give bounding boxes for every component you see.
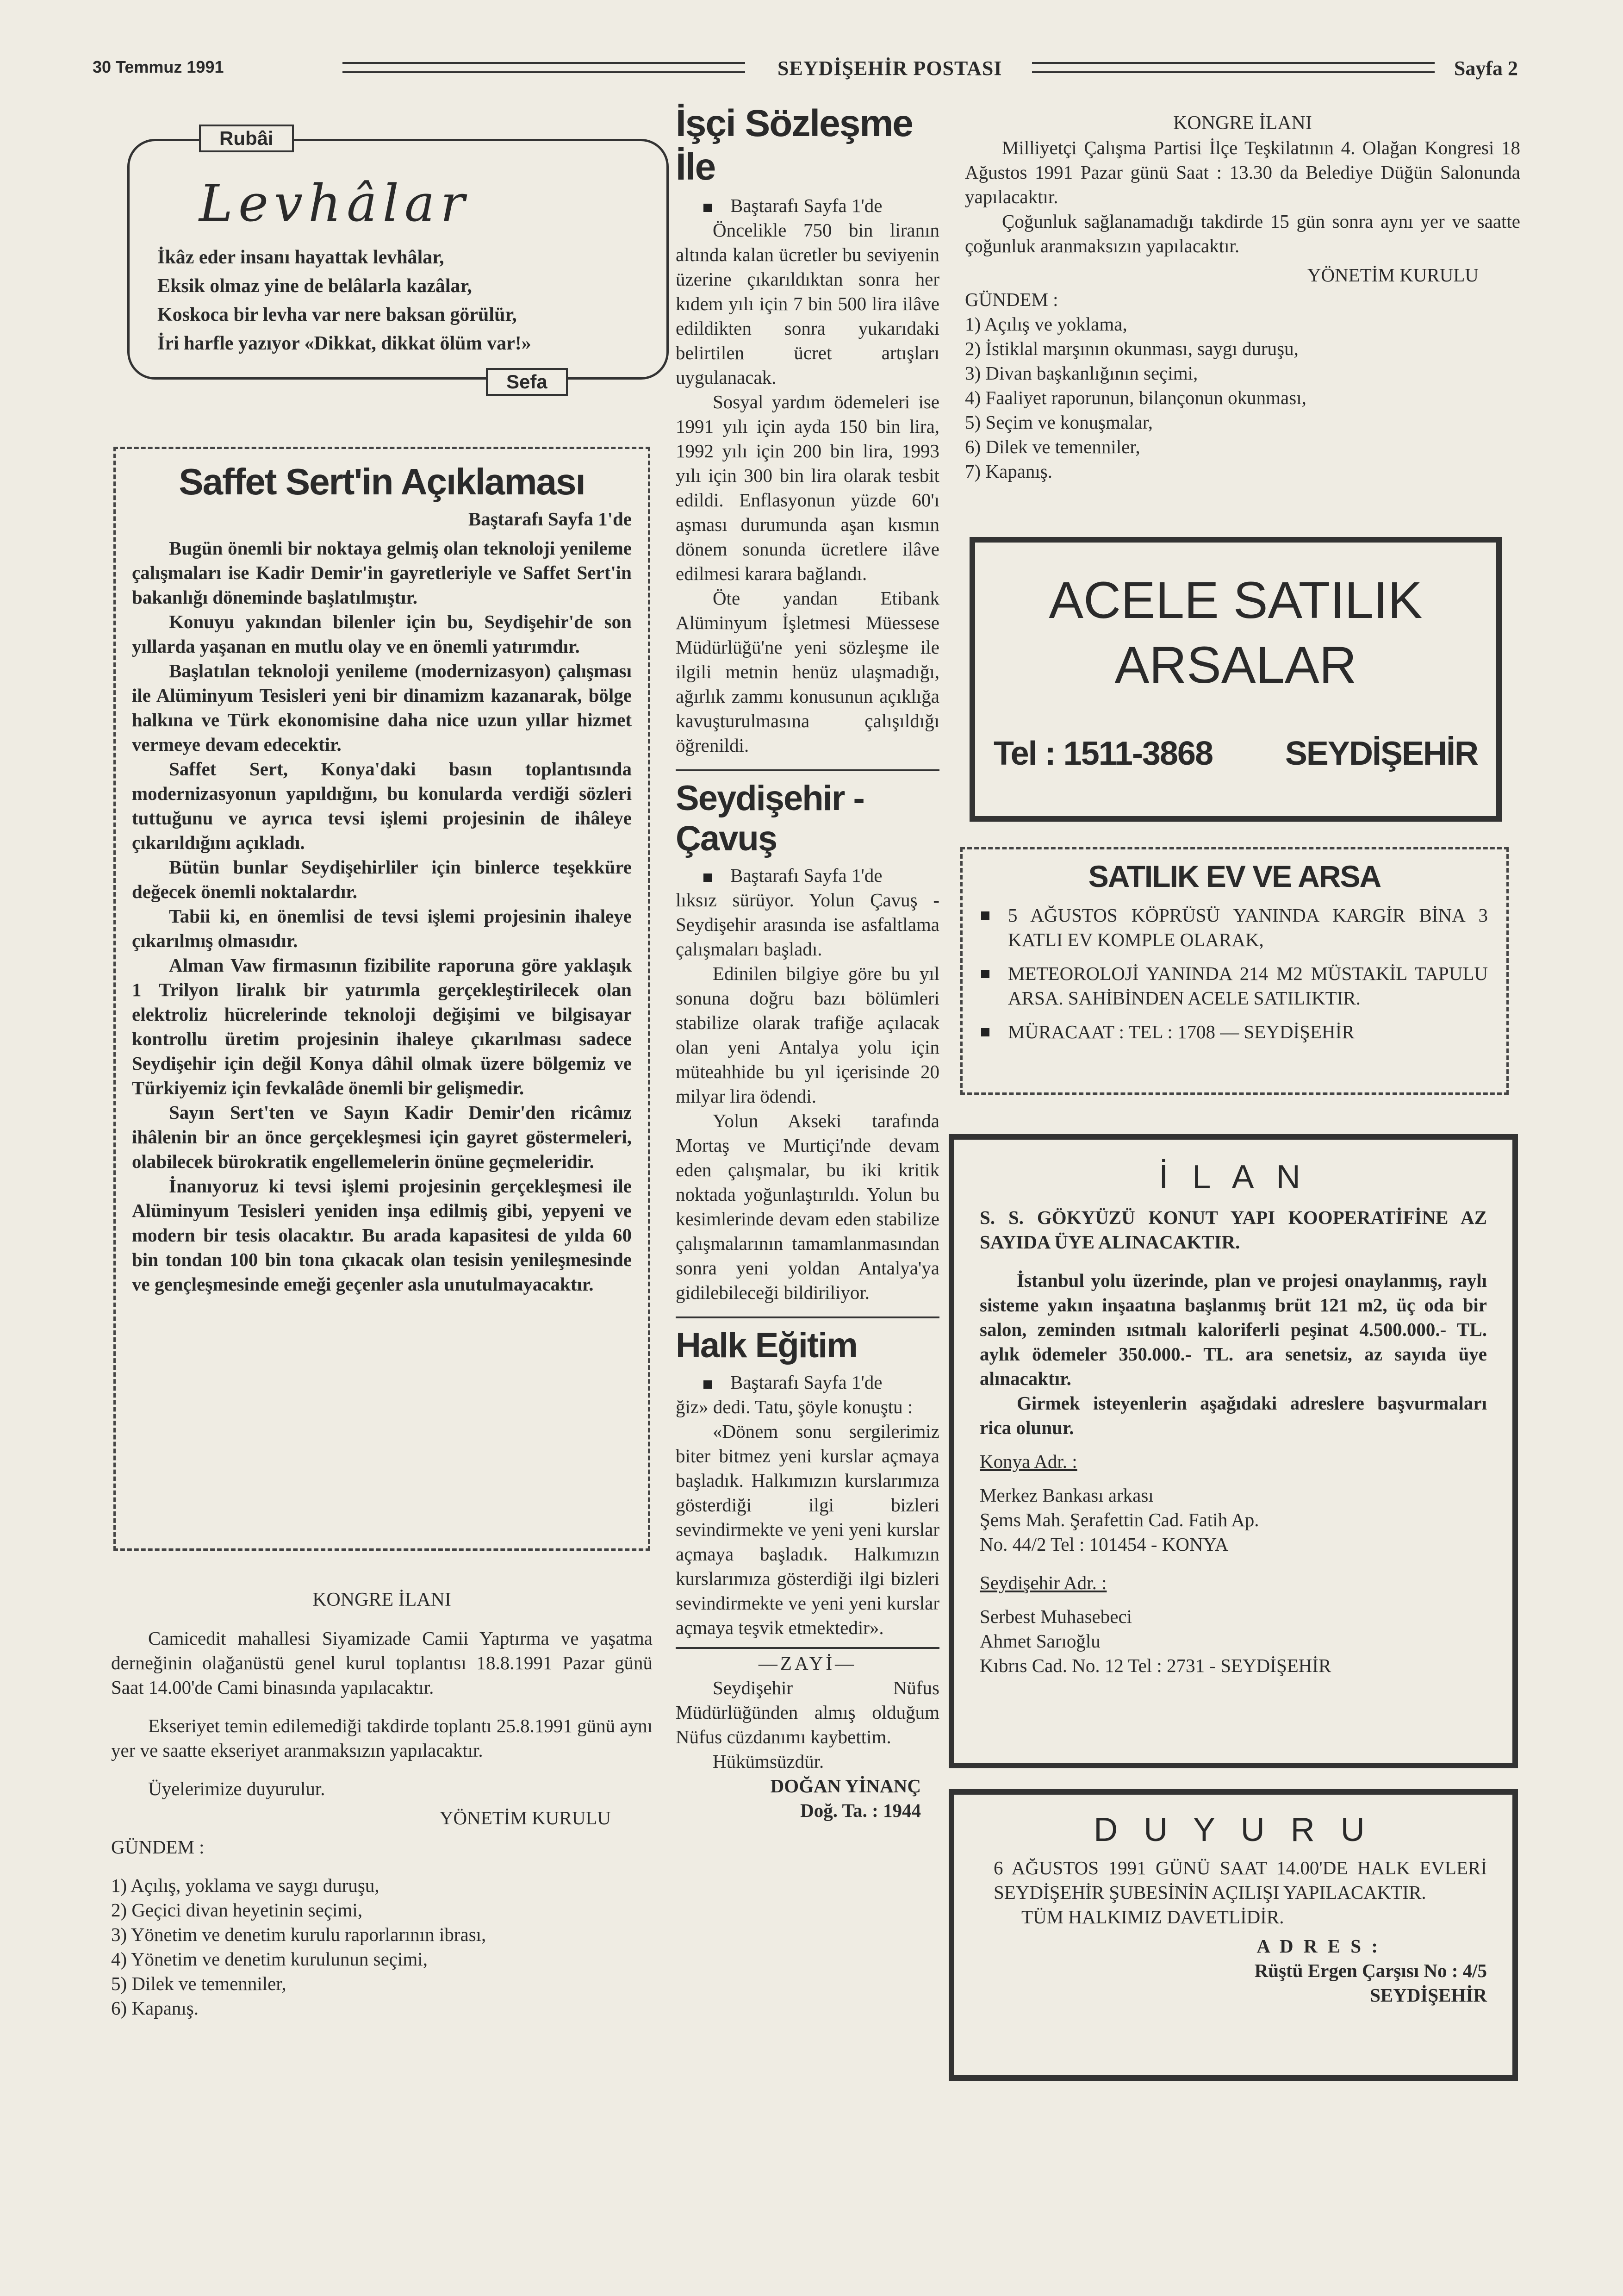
gundem-label: GÜNDEM : — [965, 289, 1058, 310]
rubai-tab: Rubâi — [199, 125, 294, 152]
konya-address-line: Şems Mah. Şerafettin Cad. Fatih Ap. — [980, 1509, 1259, 1530]
headline: Saffet Sert'in Açıklaması — [179, 461, 585, 502]
article-paragraph: ğiz» dedi. Tatu, şöyle konuştu : — [676, 1396, 913, 1417]
zayi-heading: —ZAYİ— — [758, 1653, 857, 1674]
zayi-name: DOĞAN YİNANÇ — [770, 1775, 921, 1797]
continued-text: Baştarafı Sayfa 1'de — [730, 195, 883, 216]
agenda-item: 6) Dilek ve temenniler, — [965, 436, 1140, 457]
article-paragraph: Sayın Sert'ten ve Sayın Kadir Demir'den ricâmız ihâlenin bir an önce gerçekleşmesi için gayret göstermeleri, olabilecek bürokratik engellemelerin önüne geçmeleridir. — [132, 1102, 632, 1172]
continued-text: Baştarafı Sayfa 1'de — [730, 1372, 883, 1393]
seydisehir-address-line: Kıbrıs Cad. No. 12 Tel : 2731 - SEYDİŞEHİR — [980, 1655, 1331, 1676]
divider — [676, 1647, 939, 1649]
agenda-item: 3) Yönetim ve denetim kurulu raporlarının ibrası, — [111, 1924, 486, 1945]
ad-intro: S. S. GÖKYÜZÜ KONUT YAPI KOOPERATİFİNE AZ SAYIDA ÜYE ALINACAKTIR. — [980, 1207, 1487, 1253]
article-paragraph: «Dönem sonu sergilerimiz biter bitmez yeni kurslar açmaya başladık. Halkımızın kurslarımıza gösterdiği ilgi bizleri sevindirmekte ve yeni yeni kurslar açmaya başladık. Halkımızın kurslarımıza gösterdiği ilgi bizleri sevindirmekte ve yeni yeni kurslar açmaya teşvik etmektedir». — [676, 1421, 939, 1638]
poem-line: Koskoca bir levha var nere baksan görülür, — [157, 304, 517, 325]
ad-line2: ARSALAR — [1114, 636, 1357, 694]
article-paragraph: Bütün bunlar Seydişehirliler için binlerce teşekküre değecek önemli noktalardır. — [132, 856, 632, 902]
ad-paragraph: İstanbul yolu üzerinde, plan ve projesi onaylanmış, raylı sisteme yakın inşaatına başlanmış brüt 121 m2, üç oda bir salon, zeminden ısıtmalı kaloriferli peşinat 4.500.000.- TL. aylık ödemeler 350.000.- TL. ara senetsiz, az sayıda üye alınacaktır. — [980, 1270, 1487, 1389]
notice-paragraph: Çoğunluk sağlanamadığı takdirde 15 gün sonra aynı yer ve saatte çoğunluk aranmaksızın yapılacaktır. — [965, 211, 1520, 256]
ad-item — [981, 961, 1488, 1011]
rubai-box — [127, 127, 669, 393]
notice-paragraph: Milliyetçi Çalışma Partisi İlçe Teşkilatının 4. Olağan Kongresi 18 Ağustos 1991 Pazar günü Saat : 13.30 da Belediye Düğün Salonunda yapılacaktır. — [965, 137, 1520, 207]
ad-heading: D U Y U R U — [1094, 1811, 1373, 1848]
bullet-square — [981, 970, 989, 978]
headline-cavus: Seydişehir - Çavuş — [676, 779, 864, 858]
article-paragraph: Öte yandan Etibank Alüminyum İşletmesi Müessese Müdürlüğü'ne yeni sözleşme ile ilgili metnin henüz ulaşmadığı, ağırlık zammı konusunun açıklığa kavuşturulmasına çalışıldığı öğrenildi. — [676, 587, 939, 756]
gundem-label: GÜNDEM : — [111, 1836, 205, 1858]
notice-paragraph: Camicedit mahallesi Siyamizade Camii Yaptırma ve yaşatma derneğinin olağanüstü genel kurul toplantısı 18.8.1991 Pazar günü Saat 14.00'de Cami binasında yapılacaktır. — [111, 1628, 653, 1698]
issue-date: 30 Temmuz 1991 — [93, 57, 224, 76]
headline-halk: Halk Eğitim — [676, 1326, 857, 1365]
masthead — [93, 55, 1518, 87]
zayi-birth: Doğ. Ta. : 1944 — [800, 1800, 921, 1821]
masthead-rule-right — [1032, 62, 1435, 73]
article-paragraph: İnanıyoruz ki tevsi işlemi projesinin gerçekleşmesi ile Alüminyum Tesisleri yeniden inşa edilmiş gibi, yepyeni ve modern bir tesis olacaktır. Bu arada kapasitesi de yılda 60 bin tondan 100 bin tona çıkacak olan tesisin yenileşmesinde ve gençleşmesinde emeği geçenler asla unutulmayacaktır. — [132, 1175, 632, 1295]
agenda-list — [111, 1873, 653, 2021]
kongre-camii — [111, 1588, 653, 2021]
poem-title: Levhâlar — [199, 174, 471, 233]
notice-heading: KONGRE İLANI — [312, 1589, 451, 1610]
agenda-item: 4) Yönetim ve denetim kurulunun seçimi, — [111, 1948, 428, 1970]
agenda-item: 4) Faaliyet raporunun, bilançonun okunması, — [965, 387, 1306, 408]
ad-item-text: 5 AĞUSTOS KÖPRÜSÜ YANINDA KARGİR BİNA 3 KATLI EV KOMPLE OLARAK, — [1008, 905, 1488, 950]
agenda-item: 6) Kapanış. — [111, 1997, 199, 2019]
article-paragraph: Yolun Akseki tarafında Mortaş ve Murtiçi'nde devam eden çalışmalar, bu iki kritik noktada yoğunlaştırıldı. Yolun bu kesimlerinde devam eden stabilize çalışmalarının tamamlanmasından sonra yeni yoldan Antalya'ya gidilebileceği bildiriliyor. — [676, 1110, 939, 1303]
konya-address-line: Merkez Bankası arkası — [980, 1485, 1154, 1506]
divider — [676, 769, 939, 771]
agenda-list — [965, 312, 1520, 484]
address-line: Rüştü Ergen Çarşısı No : 4/5 — [1254, 1960, 1487, 1981]
article-paragraph: Bugün önemli bir noktaya gelmiş olan teknoloji yenileme çalışmaları ise Kadir Demir'in gayretleriyle ve Saffet Sert'in bakanlığı döneminde başlatılmıştır. — [132, 537, 632, 608]
ad-items — [981, 903, 1488, 1044]
ad-paragraph: Girmek isteyenlerin aşağıdaki adreslere başvurmaları rica olunur. — [980, 1392, 1487, 1438]
agenda-item: 5) Seçim ve konuşmalar, — [965, 412, 1153, 433]
divider — [676, 1316, 939, 1318]
agenda-item: 2) Geçici divan heyetinin seçimi, — [111, 1899, 363, 1921]
bullet-square — [981, 911, 989, 920]
duyuru-ad — [949, 1789, 1518, 2081]
poem-line: İkâz eder insanı hayattak levhâlar, — [157, 247, 444, 268]
agenda-item: 5) Dilek ve temenniler, — [111, 1973, 286, 1994]
acele-satilik-ad — [970, 537, 1502, 822]
announcement-line: TÜM HALKIMIZ DAVETLİDİR. — [1021, 1906, 1284, 1928]
ad-item — [981, 1020, 1488, 1044]
article-paragraph: Öncelikle 750 bin liranın altında kalan ücretler bu seviyenin üzerine çıkarıldıktan sonra her kıdem yılı için 7 bin 500 lira ilâve edildikten sonra yukarıdaki belirtilen ücret artışları uygulanacak. — [676, 219, 939, 388]
adres-label: A D R E S : — [1256, 1935, 1380, 1957]
continued-note — [676, 193, 939, 218]
article-paragraph: Konuyu yakından bilenler için bu, Seydişehir'de son yıllarda yaşanan en mutlu olay ve en önemli yatırımdır. — [132, 611, 632, 657]
signature: YÖNETİM KURULU — [1307, 264, 1479, 286]
agenda-item: 3) Divan başkanlığının seçimi, — [965, 362, 1198, 384]
article-paragraph: Tabii ki, en önemlisi de tevsi işlemi projesinin ihaleye çıkarılmış olmasıdır. — [132, 905, 632, 951]
poem-line: İri harfle yazıyor «Dikkat, dikkat ölüm var!» — [157, 333, 531, 354]
seydisehir-label: Seydişehir Adr. : — [980, 1572, 1107, 1593]
seydisehir-address-line: Ahmet Sarıoğlu — [980, 1630, 1101, 1652]
konya-address-line: No. 44/2 Tel : 101454 - KONYA — [980, 1534, 1229, 1555]
kongre-mhp — [965, 111, 1520, 484]
continued-note — [676, 1370, 939, 1395]
ad-item — [981, 903, 1488, 952]
article-paragraph: Başlatılan teknoloji yenileme (modernizasyon) çalışması ile Alüminyum Tesisleri yeni bir dinamizm kazanarak, bölge halkına ve Türk ekonomisine daha nice uzun yıllar hizmet vermeye devam edecektir. — [132, 660, 632, 755]
agenda-item: 2) İstiklal marşının okunması, saygı duruşu, — [965, 338, 1299, 359]
masthead-rule-left — [342, 62, 745, 73]
article-paragraph: Edinilen bilgiye göre bu yıl sonuna doğru bazı bölümleri stabilize olarak trafiğe açılacak olan yeni Antalya yolu için müteahhide bu yıl içerisinde 20 milyar lira ödendi. — [676, 963, 939, 1107]
konya-label: Konya Adr. : — [980, 1451, 1077, 1472]
bullet-square — [981, 1028, 989, 1036]
newspaper-title: SEYDİŞEHİR POSTASI — [777, 57, 1002, 80]
middle-column — [676, 102, 939, 1823]
ad-place: SEYDİŞEHİR — [1285, 735, 1478, 772]
poem-author: Sefa — [486, 368, 568, 396]
continued-text: Baştarafı Sayfa 1'de — [730, 865, 883, 886]
bullet-square — [703, 204, 712, 212]
continued-note: Baştarafı Sayfa 1'de — [468, 508, 632, 530]
notice-paragraph: Ekseriyet temin edilemediği takdirde toplantı 25.8.1991 günü aynı yer ve saatte ekseriyet aranmaksızın yapılacaktır. — [111, 1715, 653, 1761]
article-paragraph: Alman Vaw firmasının fizibilite raporuna göre yaklaşık 1 Trilyon liralık bir yatırımla gerçekleştirilecek olan elektroliz hücrelerinde teknoloji değişimi ve bilgisayar kontrollu üretim projesinin ihaleye çıkarılması sadece Seydişehir için değil Konya dâhil olmak üzere bölgemiz ve Türkiyemiz için fevkalâde önemli bir gelişmedir. — [132, 955, 632, 1098]
bullet-square — [703, 873, 712, 882]
satilik-ev-arsa-ad — [960, 847, 1509, 1095]
headline-isci: İşçi Sözleşme İle — [676, 102, 913, 188]
ad-item-text: METEOROLOJİ YANINDA 214 M2 MÜSTAKİL TAPULU ARSA. SAHİBİNDEN ACELE SATILIKTIR. — [1008, 963, 1488, 1009]
agenda-item: 1) Açılış ve yoklama, — [965, 313, 1127, 335]
continued-note — [676, 863, 939, 888]
bullet-square — [703, 1380, 712, 1389]
ad-tel: Tel : 1511-3868 — [994, 735, 1213, 772]
ad-heading: SATILIK EV VE ARSA — [1088, 859, 1381, 893]
poem-body — [157, 243, 657, 358]
seydisehir-address-line: Serbest Muhasebeci — [980, 1606, 1132, 1627]
signature: YÖNETİM KURULU — [439, 1807, 611, 1828]
agenda-item: 1) Açılış, yoklama ve saygı duruşu, — [111, 1875, 379, 1896]
article-paragraph: Sosyal yardım ödemeleri ise 1991 yılı için ayda 150 bin lira, 1992 yılı için 200 bin lira, 1993 yılı için 300 bin lira olarak tesbit edildi. Enflasyonun yüzde 60'ı aşması durumunda aşan kısmın dönem sonunda ücretlere ilâve edilmesi karara bağlandı. — [676, 391, 939, 584]
page-number: Sayfa 2 — [1454, 57, 1518, 80]
poem-line: Eksik olmaz yine de belâlarla kazâlar, — [157, 275, 472, 297]
agenda-item: 7) Kapanış. — [965, 461, 1053, 482]
address-line: SEYDİŞEHİR — [1370, 1984, 1487, 2006]
notice-paragraph: Üyelerimize duyurulur. — [148, 1778, 325, 1799]
ad-heading: İ L A N — [1159, 1159, 1308, 1196]
ad-item-text: MÜRACAAT : TEL : 1708 — SEYDİŞEHİR — [1008, 1021, 1355, 1042]
announcement-line: 6 AĞUSTOS 1991 GÜNÜ SAAT 14.00'DE HALK EVLERİ SEYDİŞEHİR ŞUBESİNİN AÇILIŞI YAPILACAKTIR. — [994, 1857, 1487, 1903]
saffet-article-box — [113, 447, 650, 1551]
ad-line1: ACELE SATILIK — [1049, 571, 1423, 629]
article-paragraph: Saffet Sert, Konya'daki basın toplantısında modernizasyonun yapıldığını, bu konularda verdiği sözleri tuttuğunu ve ayrıca tevsi işlemi projesinin de ihâleye çıkarıldığını açıkladı. — [132, 758, 632, 853]
zayi-closing: Hükümsüzdür. — [713, 1751, 824, 1772]
zayi-text: Seydişehir Nüfus Müdürlüğünden almış olduğum Nüfus cüzdanımı kaybettim. — [676, 1677, 939, 1747]
ilan-ad — [949, 1134, 1518, 1768]
notice-heading: KONGRE İLANI — [1173, 112, 1312, 134]
article-paragraph: lıksız sürüyor. Yolun Çavuş - Seydişehir arasında ise asfaltlama çalışmaları başladı. — [676, 889, 939, 960]
